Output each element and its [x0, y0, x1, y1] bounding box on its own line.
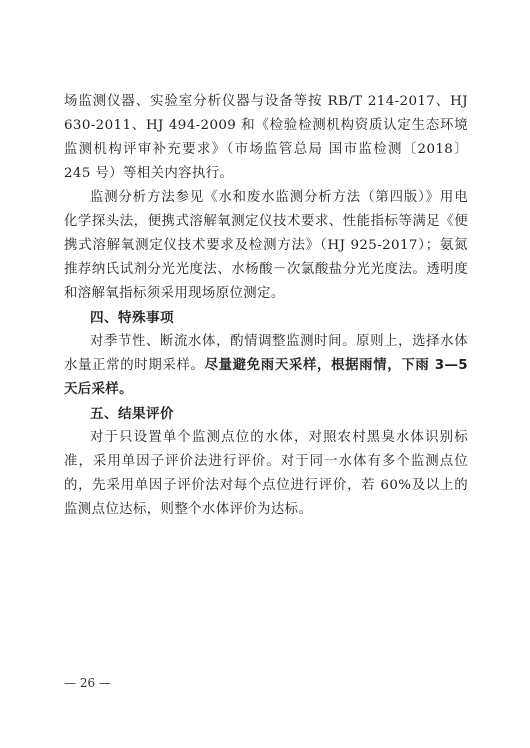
- paragraph-special-matters: [64, 330, 468, 402]
- paragraph-special-normal: 对季节性、断流水体，酌情调整监测时间。原则上，选择水体水量正常的时期采样。: [64, 334, 468, 373]
- paragraph-instruments: 场监测仪器、实验室分析仪器与设备等按 RB/T 214-2017、HJ 630-2011、HJ 494-2009 和《检验检测机构资质认定生态环境监测机构评审补充要求》（市场监管总局 国市监检测〔2018〕245 号）等相关内容执行。: [64, 94, 468, 181]
- section-heading-evaluation: 五、结果评价: [90, 406, 174, 422]
- paragraph-methods: 监测分析方法参见《水和废水监测分析方法（第四版）》用电化学探头法，便携式溶解氧测定仪技术要求、性能指标等满足《便携式溶解氧测定仪技术要求及检测方法》（HJ 925-2017）；氨氮推荐纳氏试剂分光光度法、水杨酸－次氯酸盐分光光度法。透明度和溶解氧指标须采用现场原位测定。: [64, 190, 468, 301]
- paragraph-evaluation: 对于只设置单个监测点位的水体，对照农村黑臭水体识别标准，采用单因子评价法进行评价。对于同一水体有多个监测点位的，先采用单因子评价法对每个点位进行评价，若 60%及以上的监测点位达标，则整个水体评价为达标。: [64, 430, 468, 517]
- page-number: — 26 —: [64, 676, 111, 690]
- section-heading-special-matters: 四、特殊事项: [90, 310, 174, 326]
- document-body: [64, 90, 468, 522]
- paragraph-special-bold: 尽量避免雨天采样，根据雨情，下雨 3—5 天后采样。: [64, 358, 469, 397]
